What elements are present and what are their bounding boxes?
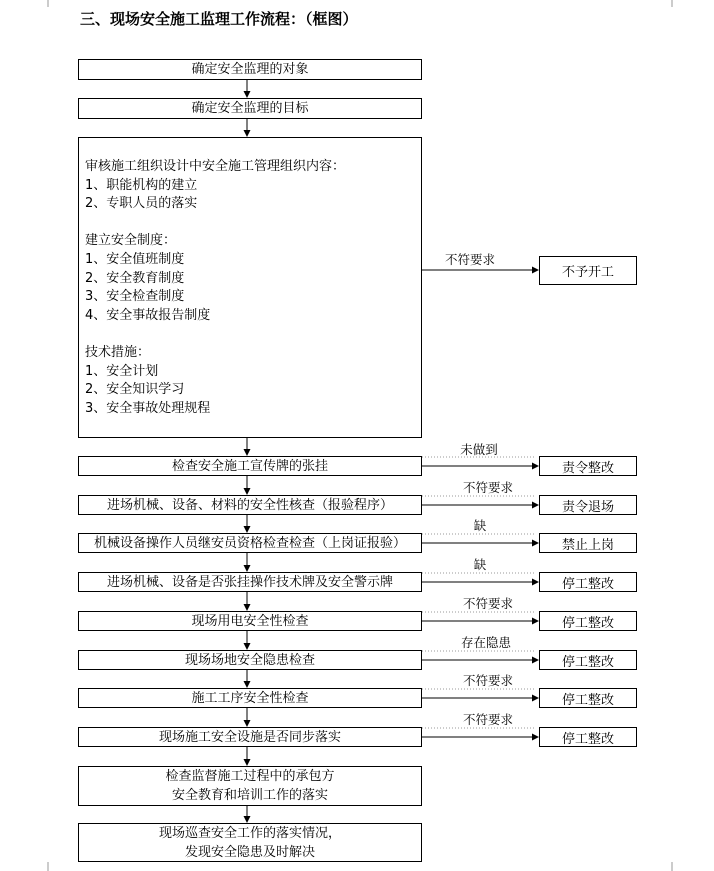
result-text: 停工整改 bbox=[561, 731, 614, 747]
result-box bbox=[539, 650, 637, 670]
result-text: 责令退场 bbox=[561, 499, 614, 515]
check-box-5 bbox=[78, 611, 422, 631]
box-line: 现场巡查安全工作的落实情况， bbox=[158, 825, 341, 841]
arrow-head bbox=[244, 526, 251, 533]
big-box-result-box bbox=[539, 256, 637, 285]
condition-label: 不符要求 bbox=[462, 712, 514, 727]
group-item: 1、安全计划 bbox=[85, 363, 159, 379]
check-box-2 bbox=[78, 495, 422, 515]
check-label: 现场用电安全性检查 bbox=[191, 613, 309, 629]
review-content-box bbox=[78, 137, 422, 438]
check-box-6 bbox=[78, 650, 422, 670]
result-text: 停工整改 bbox=[561, 576, 614, 592]
big-box-condition-label: 不符要求 bbox=[444, 252, 496, 267]
result-box bbox=[539, 572, 637, 592]
group-item: 1、职能机构的建立 bbox=[85, 177, 198, 193]
condition-label: 不符要求 bbox=[462, 480, 514, 495]
arrow-head bbox=[532, 579, 539, 586]
arrow-head bbox=[244, 604, 251, 611]
group-item: 4、安全事故报告制度 bbox=[85, 307, 211, 323]
result-text: 停工整改 bbox=[561, 654, 614, 670]
group-item: 2、安全教育制度 bbox=[85, 270, 185, 286]
result-box bbox=[539, 533, 637, 553]
arrow-head bbox=[532, 502, 539, 509]
check-label: 施工工序安全性检查 bbox=[191, 690, 309, 706]
check-box-8 bbox=[78, 727, 422, 747]
big-box-result-text: 不予开工 bbox=[561, 265, 614, 280]
check-label: 进场机械、设备、材料的安全性核查（报验程序） bbox=[106, 497, 393, 513]
group-title-system: 建立安全制度： bbox=[85, 233, 177, 249]
result-box bbox=[539, 727, 637, 747]
arrow-head bbox=[244, 816, 251, 823]
result-box bbox=[539, 611, 637, 631]
page-title: 三、现场安全施工监理工作流程：（框图） bbox=[80, 10, 358, 28]
arrow-head bbox=[532, 657, 539, 664]
supervise-education-box bbox=[78, 766, 422, 806]
arrow-head bbox=[244, 681, 251, 688]
check-box-3 bbox=[78, 533, 422, 553]
patrol-inspection-box bbox=[78, 823, 422, 862]
flow-box-goal-text: 确定安全监理的目标 bbox=[191, 101, 309, 116]
check-box-1 bbox=[78, 456, 422, 476]
check-label: 现场场地安全隐患检查 bbox=[184, 652, 315, 668]
result-text: 责令整改 bbox=[561, 460, 614, 476]
arrow-head bbox=[532, 734, 539, 741]
arrow-head bbox=[532, 463, 539, 470]
flow-box-object bbox=[78, 59, 422, 80]
group-title-organization: 审核施工组织设计中安全施工管理组织内容： bbox=[85, 159, 346, 174]
check-label: 机械设备操作人员继安员资格检查检查（上岗证报验） bbox=[93, 535, 406, 551]
box-line: 发现安全隐患及时解决 bbox=[184, 844, 315, 860]
arrow-head bbox=[244, 449, 251, 456]
condition-label: 存在隐患 bbox=[460, 635, 512, 650]
arrow-head bbox=[532, 267, 539, 274]
condition-label: 不符要求 bbox=[462, 673, 514, 688]
arrow-head bbox=[532, 618, 539, 625]
arrow-head bbox=[244, 130, 251, 137]
arrow-head bbox=[244, 759, 251, 766]
group-item: 3、安全检查制度 bbox=[85, 289, 185, 305]
result-box bbox=[539, 688, 637, 708]
group-item: 3、安全事故处理规程 bbox=[85, 400, 211, 416]
result-box bbox=[539, 456, 637, 476]
group-item: 2、专职人员的落实 bbox=[85, 196, 198, 212]
condition-label: 缺 bbox=[473, 518, 487, 533]
arrow-head bbox=[244, 488, 251, 495]
condition-label: 未做到 bbox=[460, 442, 498, 457]
arrow-head bbox=[244, 720, 251, 727]
check-label: 现场施工安全设施是否同步落实 bbox=[158, 729, 341, 745]
group-item: 2、安全知识学习 bbox=[85, 382, 185, 398]
result-box bbox=[539, 495, 637, 515]
flow-box-goal bbox=[78, 98, 422, 119]
result-text: 停工整改 bbox=[561, 692, 614, 708]
group-item: 1、安全值班制度 bbox=[85, 251, 185, 267]
arrow-head bbox=[532, 540, 539, 547]
condition-label: 缺 bbox=[473, 557, 487, 572]
arrow-head bbox=[244, 643, 251, 650]
arrow-head bbox=[244, 565, 251, 572]
flow-box-object-text: 确定安全监理的对象 bbox=[191, 62, 309, 77]
box-line: 检查监督施工过程中的承包方 bbox=[165, 769, 335, 784]
box-line: 安全教育和培训工作的落实 bbox=[171, 788, 328, 803]
arrow-head bbox=[244, 91, 251, 98]
check-box-4 bbox=[78, 572, 422, 592]
result-text: 禁止上岗 bbox=[561, 537, 614, 553]
check-label: 检查安全施工宣传牌的张挂 bbox=[171, 458, 328, 474]
check-box-7 bbox=[78, 688, 422, 708]
condition-label: 不符要求 bbox=[462, 596, 514, 611]
check-label: 进场机械、设备是否张挂操作技术牌及安全警示牌 bbox=[106, 574, 393, 590]
arrow-head bbox=[532, 695, 539, 702]
group-title-technical: 技术措施： bbox=[85, 344, 151, 360]
result-text: 停工整改 bbox=[561, 615, 614, 631]
